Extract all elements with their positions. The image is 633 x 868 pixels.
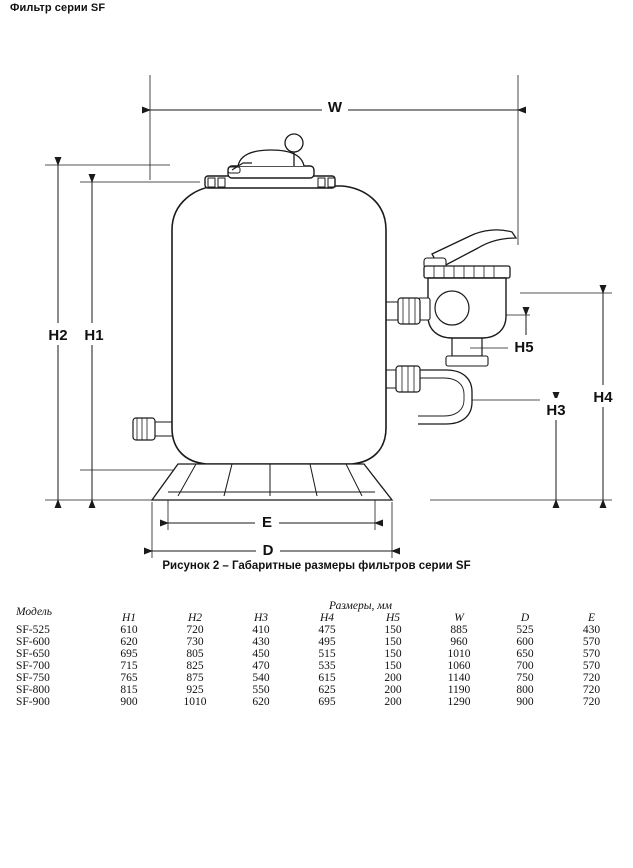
table-header-model [8,600,96,624]
table-col-h2: H2 [187,612,203,624]
table-row [8,636,625,648]
figure-caption: Рисунок 2 – Габаритные размеры фильтров серии SF [162,560,471,572]
dimension-label-h2: H2 [48,327,68,344]
dimension-label-e: E [261,514,273,531]
cell-w: 1140 [447,672,471,684]
cell-h4: 695 [318,696,336,708]
table-col-h5: H5 [385,612,401,624]
cell-h3: 430 [252,636,270,648]
cell-h3: 620 [252,696,270,708]
table-row [8,648,625,660]
page-title: Фильтр серии SF [10,2,106,14]
cell-h1: 715 [120,660,138,672]
table-header [8,600,625,624]
cell-h2: 925 [186,684,204,696]
cell-h4: 615 [318,672,336,684]
table-header-model-label: Модель [16,606,53,618]
cell-h1: 610 [120,624,138,636]
cell-h4: 475 [318,624,336,636]
cell-d: 900 [516,696,534,708]
cell-h2: 805 [186,648,204,660]
dimension-label-w: W [327,99,343,116]
dimension-label-h5: H5 [514,339,534,356]
table-col-h3: H3 [253,612,269,624]
cell-model: SF-600 [16,636,50,648]
cell-model: SF-650 [16,648,50,660]
cell-d: 525 [516,624,534,636]
table-col-w: W [454,612,464,624]
table-body [8,624,625,708]
dimension-label-h1: H1 [84,327,104,344]
cell-h1: 620 [120,636,138,648]
cell-h4: 625 [318,684,336,696]
dimension-label-h4: H4 [593,389,613,406]
table-row [8,624,625,636]
cell-h5: 150 [384,636,402,648]
cell-h4: 515 [318,648,336,660]
cell-e: 570 [582,648,601,660]
dimensions-table-wrapper [8,600,625,708]
table-row [8,672,625,684]
table-col-h1: H1 [121,612,137,624]
table-header-columns-row [8,612,625,624]
table-row [8,684,625,696]
cell-d: 600 [516,636,534,648]
cell-h2: 730 [186,636,204,648]
cell-h5: 200 [384,672,402,684]
cell-d: 800 [516,684,534,696]
cell-h2: 875 [186,672,204,684]
cell-h1: 765 [120,672,138,684]
cell-h1: 695 [120,648,138,660]
cell-h5: 150 [384,624,402,636]
cell-d: 700 [516,660,534,672]
cell-model: SF-525 [16,624,50,636]
dimension-label-h3: H3 [546,402,566,419]
table-col-h4: H4 [319,612,335,624]
cell-model: SF-750 [16,672,50,684]
cell-h3: 410 [252,624,270,636]
dimensions-table [8,600,625,708]
table-header-group-label: Размеры, мм [329,600,392,612]
dimension-label-d: D [262,542,274,559]
table-col-d: D [520,612,530,624]
cell-h4: 535 [318,660,336,672]
table-row [8,660,625,672]
cell-h2: 720 [186,624,204,636]
cell-h3: 540 [252,672,270,684]
cell-w: 1190 [447,684,471,696]
cell-e: 720 [582,684,601,696]
cell-d: 750 [516,672,534,684]
table-row [8,696,625,708]
table-header-group-row [8,600,625,612]
cell-h5: 200 [384,696,402,708]
cell-h2: 1010 [183,696,207,708]
cell-model: SF-800 [16,684,50,696]
cell-e: 570 [582,636,601,648]
cell-e: 430 [582,624,601,636]
cell-h1: 900 [120,696,138,708]
cell-e: 570 [582,660,601,672]
cell-w: 885 [450,624,468,636]
cell-w: 1060 [447,660,471,672]
cell-h3: 470 [252,660,270,672]
filter-dimensions-figure [0,30,633,559]
cell-w: 960 [450,636,468,648]
cell-model: SF-900 [16,696,50,708]
cell-w: 1010 [447,648,471,660]
cell-h3: 450 [252,648,270,660]
cell-e: 720 [582,696,601,708]
cell-model: SF-700 [16,660,50,672]
cell-h3: 550 [252,684,270,696]
table-col-e: E [587,612,596,624]
cell-h5: 150 [384,648,402,660]
cell-h2: 825 [186,660,204,672]
cell-h5: 150 [384,660,402,672]
cell-d: 650 [516,648,534,660]
cell-h1: 815 [120,684,138,696]
cell-w: 1290 [447,696,471,708]
cell-e: 720 [582,672,601,684]
cell-h4: 495 [318,636,336,648]
cell-h5: 200 [384,684,402,696]
